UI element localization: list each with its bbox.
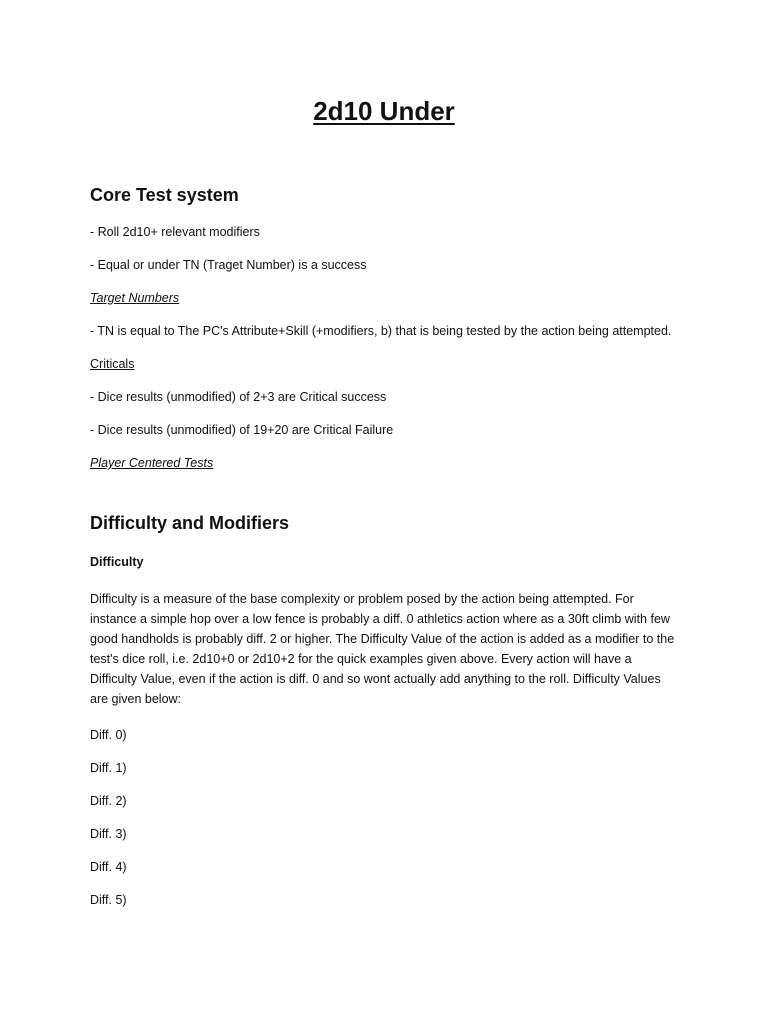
core-line-tn: - Equal or under TN (Traget Number) is a success	[90, 258, 367, 272]
document-title: 2d10 Under	[313, 96, 455, 126]
subheading-criticals: Criticals	[90, 357, 135, 371]
critical-success-line: - Dice results (unmodified) of 2+3 are Critical success	[90, 390, 387, 404]
difficulty-level-1: Diff. 1)	[90, 761, 127, 775]
section-heading-core-test: Core Test system	[90, 185, 239, 205]
document-body	[90, 182, 690, 909]
difficulty-level-3: Diff. 3)	[90, 827, 127, 841]
difficulty-level-0: Diff. 0)	[90, 728, 127, 742]
difficulty-level-4: Diff. 4)	[90, 860, 127, 874]
section-heading-difficulty-modifiers: Difficulty and Modifiers	[90, 513, 290, 533]
difficulty-paragraph: Difficulty is a measure of the base complexity or problem posed by the action being attempted. For instance a simple hop over a low fence is probably a diff. 0 athletics action where as a 30ft climb with few good handholds is probably diff. 2 or higher. The Difficulty Value of the action is added as a modifier to the test's dice roll, i.e. 2d10+0 or 2d10+2 for the quick examples given above. Every action will have a Difficulty Value, even if the action is diff. 0 and so wont actually add anything to the roll. Difficulty Values are given below:	[90, 592, 675, 706]
critical-failure-line: - Dice results (unmodified) of 19+20 are Critical Failure	[90, 423, 394, 437]
subheading-player-centered-tests: Player Centered Tests	[90, 456, 214, 470]
target-numbers-line: - TN is equal to The PC's Attribute+Skill (+modifiers, b) that is being tested by the action being attempted.	[90, 324, 672, 338]
difficulty-level-2: Diff. 2)	[90, 794, 127, 808]
subheading-target-numbers: Target Numbers	[90, 291, 180, 305]
subheading-difficulty: Difficulty	[90, 555, 144, 569]
core-line-roll: - Roll 2d10+ relevant modifiers	[90, 225, 260, 239]
difficulty-level-5: Diff. 5)	[90, 893, 127, 907]
